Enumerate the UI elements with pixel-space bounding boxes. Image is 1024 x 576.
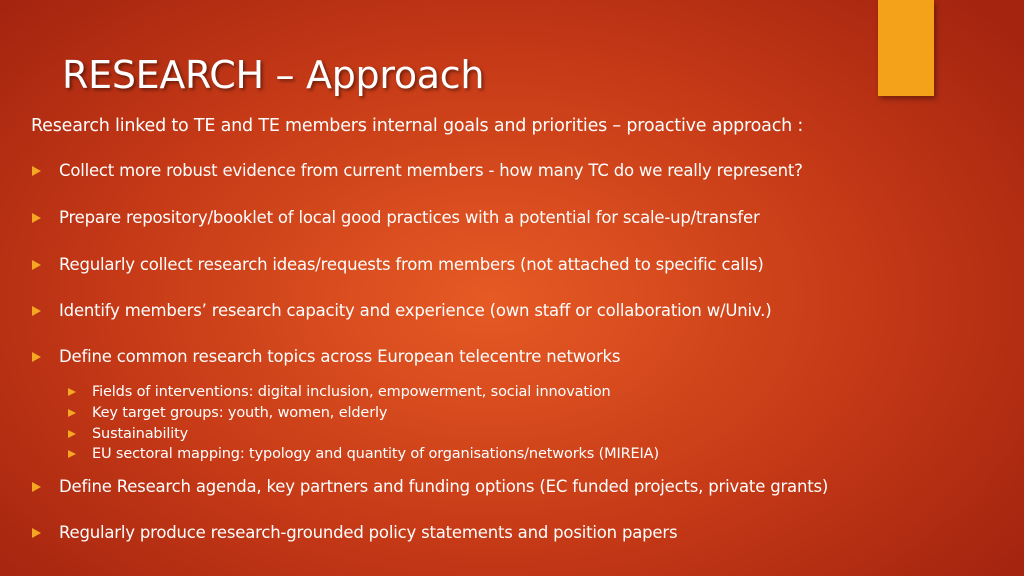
sub-bullet-text: Sustainability [92,426,189,442]
bullet-text: Regularly collect research ideas/requests from members (not attached to specific calls) [59,255,764,274]
accent-tab [878,0,934,96]
slide-intro: Research linked to TE and TE members internal goals and priorities – proactive approach : [31,116,804,136]
bullet-text: Collect more robust evidence from current members - how many TC do we really represent? [59,161,803,180]
triangle-right-icon [32,482,41,492]
triangle-right-icon [68,430,76,438]
triangle-right-icon [32,306,41,316]
triangle-right-icon [32,528,41,538]
sub-bullet-text: Fields of interventions: digital inclusion, empowerment, social innovation [92,384,611,400]
triangle-right-icon [68,409,76,417]
triangle-right-icon [68,450,76,458]
sub-bullet-text: Key target groups: youth, women, elderly [92,405,388,421]
triangle-right-icon [32,260,41,270]
triangle-right-icon [32,213,41,223]
bullet-text: Define Research agenda, key partners and funding options (EC funded projects, private grants) [59,477,829,496]
slide-title: RESEARCH – Approach [62,53,485,97]
bullet-text: Identify members’ research capacity and experience (own staff or collaboration w/Univ.) [59,301,772,320]
sub-bullet-text: EU sectoral mapping: typology and quantity of organisations/networks (MIREIA) [92,446,659,462]
bullet-text: Prepare repository/booklet of local good practices with a potential for scale-up/transfer [59,208,760,227]
bullet-text: Regularly produce research-grounded policy statements and position papers [59,523,678,542]
triangle-right-icon [68,388,76,396]
triangle-right-icon [32,166,41,176]
bullet-text: Define common research topics across European telecentre networks [59,347,621,366]
triangle-right-icon [32,352,41,362]
